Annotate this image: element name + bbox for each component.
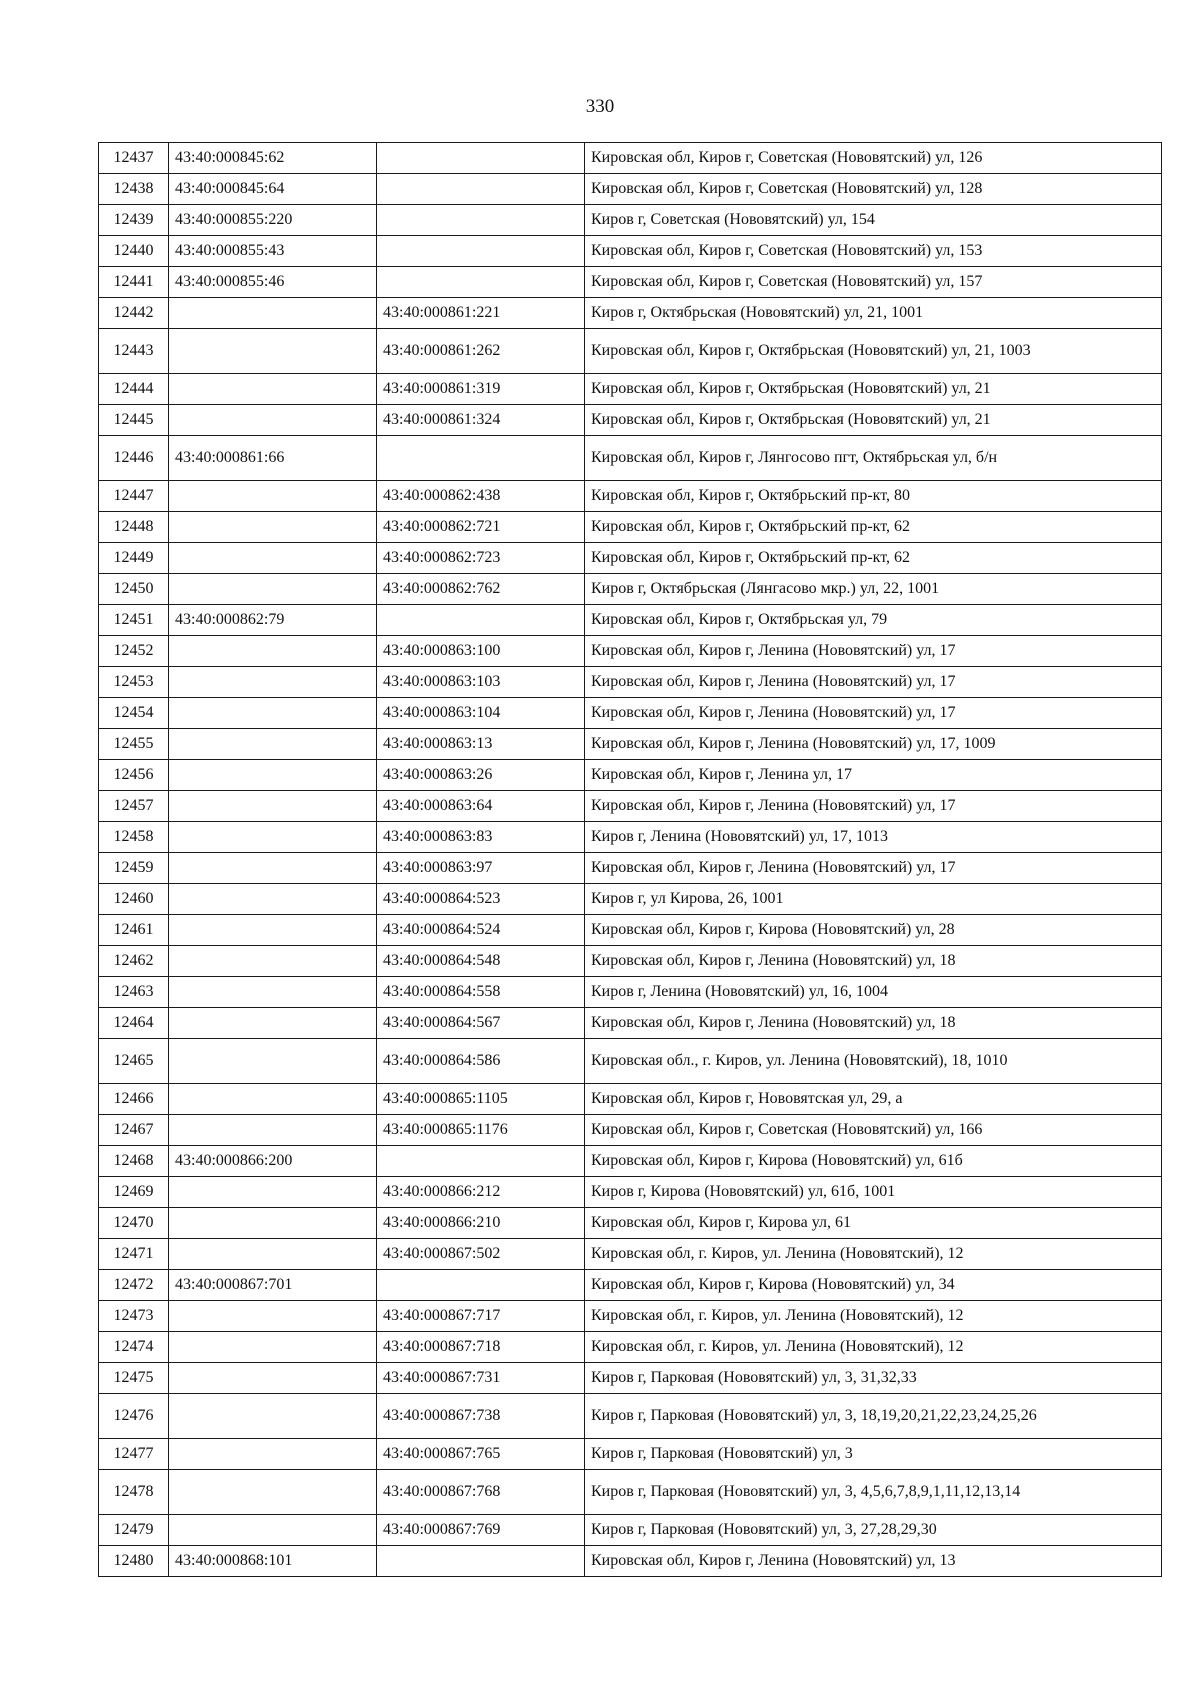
address-cell: Кировская обл, Киров г, Советская (Нововятский) ул, 153 — [585, 236, 1162, 267]
related-cadastral-number-cell: 43:40:000862:721 — [377, 512, 585, 543]
row-number-cell: 12462 — [99, 946, 169, 977]
related-cadastral-number-cell: 43:40:000861:319 — [377, 374, 585, 405]
address-cell: Кировская обл, Киров г, Октябрьская (Нововятский) ул, 21 — [585, 374, 1162, 405]
related-cadastral-number-cell — [377, 436, 585, 481]
related-cadastral-number-cell — [377, 1270, 585, 1301]
cadastral-number-cell — [169, 1394, 377, 1439]
related-cadastral-number-cell: 43:40:000864:567 — [377, 1008, 585, 1039]
row-number-cell: 12438 — [99, 174, 169, 205]
address-cell: Киров г, Парковая (Нововятский) ул, 3, 18,19,20,21,22,23,24,25,26 — [585, 1394, 1162, 1439]
address-cell: Кировская обл, Киров г, Ленина (Нововятский) ул, 17 — [585, 667, 1162, 698]
row-number-cell: 12457 — [99, 791, 169, 822]
row-number-cell: 12478 — [99, 1470, 169, 1515]
related-cadastral-number-cell — [377, 174, 585, 205]
row-number-cell: 12453 — [99, 667, 169, 698]
address-cell: Киров г, Парковая (Нововятский) ул, 3, 4,5,6,7,8,9,1,11,12,13,14 — [585, 1470, 1162, 1515]
cadastral-number-cell: 43:40:000855:220 — [169, 205, 377, 236]
row-number-cell: 12444 — [99, 374, 169, 405]
address-cell: Киров г, Парковая (Нововятский) ул, 3 — [585, 1439, 1162, 1470]
row-number-cell: 12477 — [99, 1439, 169, 1470]
row-number-cell: 12450 — [99, 574, 169, 605]
row-number-cell: 12458 — [99, 822, 169, 853]
address-cell: Кировская обл, г. Киров, ул. Ленина (Нововятский), 12 — [585, 1239, 1162, 1270]
related-cadastral-number-cell — [377, 143, 585, 174]
cadastral-number-cell — [169, 1470, 377, 1515]
row-number-cell: 12449 — [99, 543, 169, 574]
table-row — [99, 1470, 1162, 1515]
table-row — [99, 1332, 1162, 1363]
table-row — [99, 329, 1162, 374]
related-cadastral-number-cell — [377, 236, 585, 267]
related-cadastral-number-cell: 43:40:000867:731 — [377, 1363, 585, 1394]
row-number-cell: 12440 — [99, 236, 169, 267]
table-row — [99, 977, 1162, 1008]
cadastral-number-cell — [169, 543, 377, 574]
address-cell: Кировская обл, Киров г, Кирова ул, 61 — [585, 1208, 1162, 1239]
address-cell: Кировская обл, Киров г, Октябрьский пр-кт, 62 — [585, 512, 1162, 543]
table-row — [99, 436, 1162, 481]
table-row — [99, 636, 1162, 667]
row-number-cell: 12445 — [99, 405, 169, 436]
address-cell: Кировская обл, Киров г, Ленина (Нововятский) ул, 13 — [585, 1546, 1162, 1577]
table-row — [99, 791, 1162, 822]
table-row — [99, 667, 1162, 698]
table-row — [99, 1115, 1162, 1146]
row-number-cell: 12452 — [99, 636, 169, 667]
cadastral-number-cell: 43:40:000868:101 — [169, 1546, 377, 1577]
cadastral-number-cell: 43:40:000867:701 — [169, 1270, 377, 1301]
cadastral-number-cell — [169, 481, 377, 512]
table-row — [99, 1439, 1162, 1470]
related-cadastral-number-cell: 43:40:000867:765 — [377, 1439, 585, 1470]
related-cadastral-number-cell: 43:40:000862:438 — [377, 481, 585, 512]
table-row — [99, 205, 1162, 236]
cadastral-number-cell — [169, 1115, 377, 1146]
table-row — [99, 915, 1162, 946]
row-number-cell: 12476 — [99, 1394, 169, 1439]
address-cell: Кировская обл, Киров г, Ленина ул, 17 — [585, 760, 1162, 791]
table-row — [99, 143, 1162, 174]
related-cadastral-number-cell: 43:40:000862:762 — [377, 574, 585, 605]
table-row — [99, 1084, 1162, 1115]
row-number-cell: 12465 — [99, 1039, 169, 1084]
table-row — [99, 1301, 1162, 1332]
address-cell: Кировская обл, Киров г, Кирова (Нововятский) ул, 34 — [585, 1270, 1162, 1301]
table-row — [99, 1546, 1162, 1577]
related-cadastral-number-cell — [377, 1546, 585, 1577]
related-cadastral-number-cell: 43:40:000863:26 — [377, 760, 585, 791]
address-cell: Кировская обл., г. Киров, ул. Ленина (Нововятский), 18, 1010 — [585, 1039, 1162, 1084]
cadastral-number-cell — [169, 915, 377, 946]
related-cadastral-number-cell: 43:40:000863:13 — [377, 729, 585, 760]
row-number-cell: 12443 — [99, 329, 169, 374]
address-cell: Киров г, Октябрьская (Лянгасово мкр.) ул, 22, 1001 — [585, 574, 1162, 605]
related-cadastral-number-cell: 43:40:000861:221 — [377, 298, 585, 329]
address-cell: Кировская обл, г. Киров, ул. Ленина (Нововятский), 12 — [585, 1332, 1162, 1363]
address-cell: Кировская обл, г. Киров, ул. Ленина (Нововятский), 12 — [585, 1301, 1162, 1332]
address-cell: Кировская обл, Киров г, Ленина (Нововятский) ул, 17, 1009 — [585, 729, 1162, 760]
table-row — [99, 298, 1162, 329]
cadastral-number-cell — [169, 1301, 377, 1332]
cadastral-number-cell — [169, 853, 377, 884]
table-row — [99, 1177, 1162, 1208]
cadastral-number-cell — [169, 822, 377, 853]
related-cadastral-number-cell: 43:40:000867:768 — [377, 1470, 585, 1515]
table-row — [99, 405, 1162, 436]
row-number-cell: 12460 — [99, 884, 169, 915]
address-cell: Кировская обл, Киров г, Советская (Нововятский) ул, 166 — [585, 1115, 1162, 1146]
table-row — [99, 267, 1162, 298]
cadastral-number-cell — [169, 1239, 377, 1270]
row-number-cell: 12475 — [99, 1363, 169, 1394]
related-cadastral-number-cell: 43:40:000865:1176 — [377, 1115, 585, 1146]
row-number-cell: 12447 — [99, 481, 169, 512]
row-number-cell: 12464 — [99, 1008, 169, 1039]
table-row — [99, 236, 1162, 267]
row-number-cell: 12461 — [99, 915, 169, 946]
related-cadastral-number-cell: 43:40:000866:212 — [377, 1177, 585, 1208]
row-number-cell: 12442 — [99, 298, 169, 329]
address-cell: Кировская обл, Киров г, Октябрьский пр-кт, 62 — [585, 543, 1162, 574]
row-number-cell: 12474 — [99, 1332, 169, 1363]
related-cadastral-number-cell: 43:40:000864:523 — [377, 884, 585, 915]
address-cell: Кировская обл, Киров г, Советская (Нововятский) ул, 128 — [585, 174, 1162, 205]
row-number-cell: 12470 — [99, 1208, 169, 1239]
address-cell: Кировская обл, Киров г, Кирова (Нововятский) ул, 28 — [585, 915, 1162, 946]
table-row — [99, 1008, 1162, 1039]
table-row — [99, 512, 1162, 543]
related-cadastral-number-cell: 43:40:000863:64 — [377, 791, 585, 822]
cadastral-number-cell — [169, 1039, 377, 1084]
row-number-cell: 12469 — [99, 1177, 169, 1208]
related-cadastral-number-cell: 43:40:000863:104 — [377, 698, 585, 729]
address-cell: Кировская обл, Киров г, Советская (Нововятский) ул, 157 — [585, 267, 1162, 298]
table-row — [99, 1515, 1162, 1546]
table-row — [99, 698, 1162, 729]
row-number-cell: 12446 — [99, 436, 169, 481]
address-cell: Кировская обл, Киров г, Ленина (Нововятский) ул, 18 — [585, 1008, 1162, 1039]
row-number-cell: 12459 — [99, 853, 169, 884]
cadastral-number-cell: 43:40:000845:64 — [169, 174, 377, 205]
row-number-cell: 12463 — [99, 977, 169, 1008]
cadastral-number-cell — [169, 574, 377, 605]
row-number-cell: 12480 — [99, 1546, 169, 1577]
cadastral-number-cell — [169, 884, 377, 915]
table-row — [99, 1394, 1162, 1439]
cadastral-number-cell — [169, 374, 377, 405]
related-cadastral-number-cell: 43:40:000864:586 — [377, 1039, 585, 1084]
row-number-cell: 12456 — [99, 760, 169, 791]
cadastral-number-cell — [169, 636, 377, 667]
row-number-cell: 12454 — [99, 698, 169, 729]
related-cadastral-number-cell: 43:40:000863:97 — [377, 853, 585, 884]
related-cadastral-number-cell: 43:40:000867:717 — [377, 1301, 585, 1332]
cadastral-number-cell: 43:40:000861:66 — [169, 436, 377, 481]
row-number-cell: 12439 — [99, 205, 169, 236]
cadastral-number-cell: 43:40:000862:79 — [169, 605, 377, 636]
address-cell: Киров г, Советская (Нововятский) ул, 154 — [585, 205, 1162, 236]
table-row — [99, 729, 1162, 760]
row-number-cell: 12451 — [99, 605, 169, 636]
row-number-cell: 12466 — [99, 1084, 169, 1115]
address-cell: Кировская обл, Киров г, Октябрьская (Нововятский) ул, 21, 1003 — [585, 329, 1162, 374]
cadastral-number-cell — [169, 946, 377, 977]
cadastral-number-cell — [169, 760, 377, 791]
table-row — [99, 1039, 1162, 1084]
related-cadastral-number-cell — [377, 605, 585, 636]
table-row — [99, 822, 1162, 853]
related-cadastral-number-cell: 43:40:000861:262 — [377, 329, 585, 374]
table-row — [99, 853, 1162, 884]
row-number-cell: 12468 — [99, 1146, 169, 1177]
related-cadastral-number-cell — [377, 267, 585, 298]
address-cell: Кировская обл, Киров г, Советская (Нововятский) ул, 126 — [585, 143, 1162, 174]
cadastral-number-cell — [169, 1332, 377, 1363]
cadastral-number-cell — [169, 667, 377, 698]
table-row — [99, 605, 1162, 636]
cadastral-number-cell: 43:40:000855:46 — [169, 267, 377, 298]
cadastral-number-cell — [169, 1515, 377, 1546]
address-cell: Киров г, Кирова (Нововятский) ул, 61б, 1001 — [585, 1177, 1162, 1208]
cadastral-number-cell: 43:40:000855:43 — [169, 236, 377, 267]
address-cell: Кировская обл, Киров г, Кирова (Нововятский) ул, 61б — [585, 1146, 1162, 1177]
address-cell: Кировская обл, Киров г, Ленина (Нововятский) ул, 17 — [585, 853, 1162, 884]
table-row — [99, 1208, 1162, 1239]
cadastral-number-cell — [169, 298, 377, 329]
row-number-cell: 12455 — [99, 729, 169, 760]
page-number: 330 — [585, 96, 615, 117]
table-row — [99, 1239, 1162, 1270]
cadastral-number-cell — [169, 1084, 377, 1115]
row-number-cell: 12471 — [99, 1239, 169, 1270]
cadastral-number-cell: 43:40:000866:200 — [169, 1146, 377, 1177]
table-row — [99, 1363, 1162, 1394]
row-number-cell: 12479 — [99, 1515, 169, 1546]
address-cell: Киров г, Парковая (Нововятский) ул, 3, 27,28,29,30 — [585, 1515, 1162, 1546]
related-cadastral-number-cell: 43:40:000864:524 — [377, 915, 585, 946]
cadastral-number-cell — [169, 698, 377, 729]
related-cadastral-number-cell: 43:40:000863:100 — [377, 636, 585, 667]
table-row — [99, 174, 1162, 205]
row-number-cell: 12472 — [99, 1270, 169, 1301]
related-cadastral-number-cell — [377, 205, 585, 236]
table-row — [99, 884, 1162, 915]
row-number-cell: 12473 — [99, 1301, 169, 1332]
row-number-cell: 12437 — [99, 143, 169, 174]
related-cadastral-number-cell: 43:40:000863:83 — [377, 822, 585, 853]
table-row — [99, 481, 1162, 512]
related-cadastral-number-cell: 43:40:000867:502 — [377, 1239, 585, 1270]
registry-table-body — [99, 143, 1162, 1577]
address-cell: Киров г, Октябрьская (Нововятский) ул, 21, 1001 — [585, 298, 1162, 329]
related-cadastral-number-cell: 43:40:000867:718 — [377, 1332, 585, 1363]
cadastral-number-cell — [169, 1439, 377, 1470]
related-cadastral-number-cell: 43:40:000867:769 — [377, 1515, 585, 1546]
related-cadastral-number-cell: 43:40:000864:548 — [377, 946, 585, 977]
table-row — [99, 1146, 1162, 1177]
registry-table — [98, 142, 1162, 1577]
related-cadastral-number-cell: 43:40:000867:738 — [377, 1394, 585, 1439]
cadastral-number-cell — [169, 1208, 377, 1239]
cadastral-number-cell — [169, 729, 377, 760]
table-row — [99, 374, 1162, 405]
table-row — [99, 1270, 1162, 1301]
address-cell: Кировская обл, Киров г, Нововятская ул, 29, а — [585, 1084, 1162, 1115]
address-cell: Кировская обл, Киров г, Лянгосово пгт, Октябрьская ул, б/н — [585, 436, 1162, 481]
related-cadastral-number-cell: 43:40:000864:558 — [377, 977, 585, 1008]
address-cell: Кировская обл, Киров г, Октябрьская (Нововятский) ул, 21 — [585, 405, 1162, 436]
address-cell: Киров г, Ленина (Нововятский) ул, 16, 1004 — [585, 977, 1162, 1008]
cadastral-number-cell — [169, 1363, 377, 1394]
related-cadastral-number-cell: 43:40:000863:103 — [377, 667, 585, 698]
address-cell: Кировская обл, Киров г, Ленина (Нововятский) ул, 17 — [585, 636, 1162, 667]
address-cell: Кировская обл, Киров г, Ленина (Нововятский) ул, 17 — [585, 698, 1162, 729]
address-cell: Кировская обл, Киров г, Октябрьский пр-кт, 80 — [585, 481, 1162, 512]
address-cell: Киров г, ул Кирова, 26, 1001 — [585, 884, 1162, 915]
row-number-cell: 12448 — [99, 512, 169, 543]
cadastral-number-cell — [169, 329, 377, 374]
cadastral-number-cell — [169, 1008, 377, 1039]
row-number-cell: 12441 — [99, 267, 169, 298]
cadastral-number-cell — [169, 405, 377, 436]
address-cell: Киров г, Парковая (Нововятский) ул, 3, 31,32,33 — [585, 1363, 1162, 1394]
address-cell: Кировская обл, Киров г, Октябрьская ул, 79 — [585, 605, 1162, 636]
related-cadastral-number-cell: 43:40:000862:723 — [377, 543, 585, 574]
address-cell: Киров г, Ленина (Нововятский) ул, 17, 1013 — [585, 822, 1162, 853]
related-cadastral-number-cell: 43:40:000865:1105 — [377, 1084, 585, 1115]
cadastral-number-cell — [169, 1177, 377, 1208]
address-cell: Кировская обл, Киров г, Ленина (Нововятский) ул, 17 — [585, 791, 1162, 822]
related-cadastral-number-cell: 43:40:000866:210 — [377, 1208, 585, 1239]
related-cadastral-number-cell: 43:40:000861:324 — [377, 405, 585, 436]
cadastral-number-cell — [169, 791, 377, 822]
table-row — [99, 543, 1162, 574]
cadastral-number-cell — [169, 977, 377, 1008]
table-row — [99, 574, 1162, 605]
table-row — [99, 946, 1162, 977]
address-cell: Кировская обл, Киров г, Ленина (Нововятский) ул, 18 — [585, 946, 1162, 977]
related-cadastral-number-cell — [377, 1146, 585, 1177]
table-row — [99, 760, 1162, 791]
cadastral-number-cell: 43:40:000845:62 — [169, 143, 377, 174]
row-number-cell: 12467 — [99, 1115, 169, 1146]
cadastral-number-cell — [169, 512, 377, 543]
